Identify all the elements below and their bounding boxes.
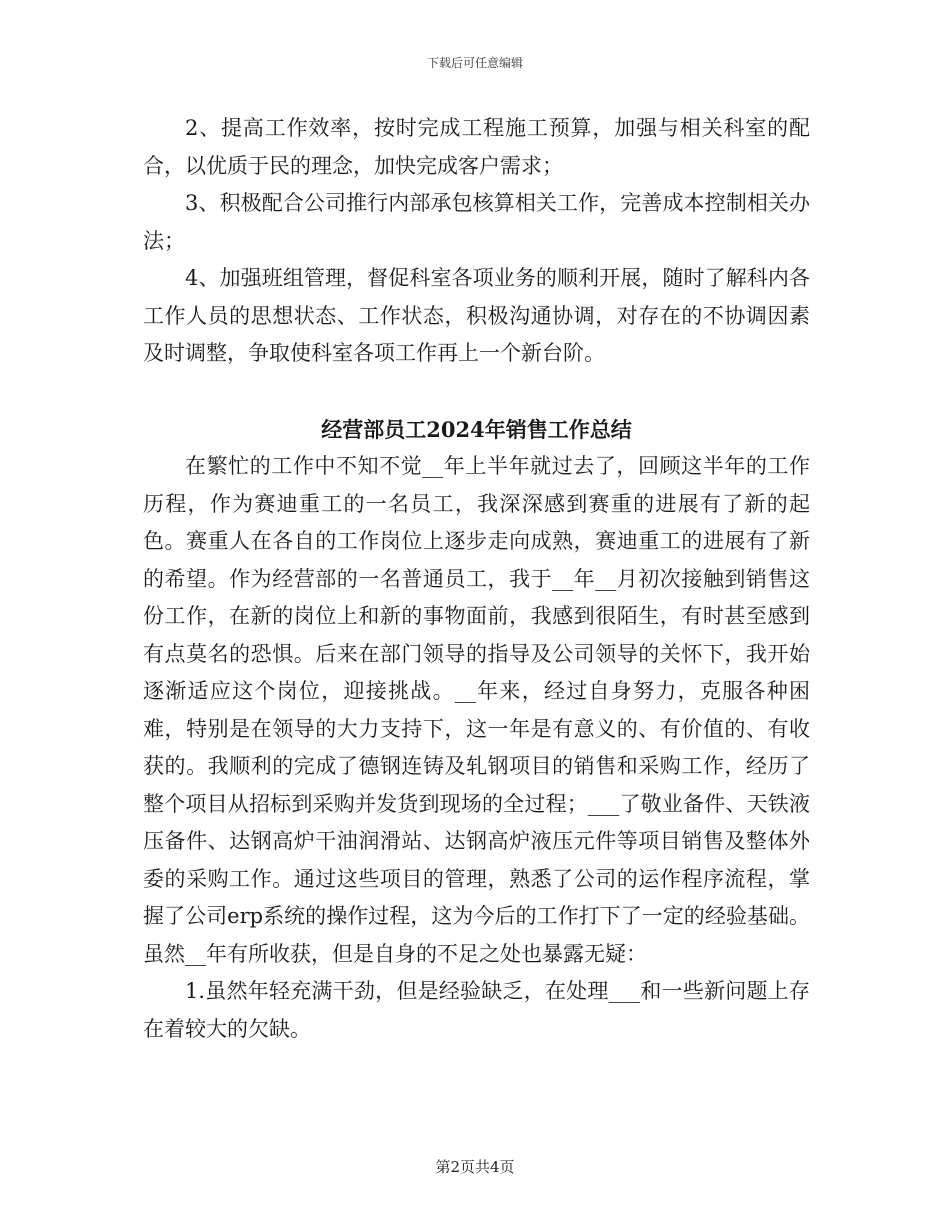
- document-body: [143, 110, 810, 1048]
- list-item: 2、提高工作效率，按时完成工程施工预算，加强与相关科室的配合，以优质于民的理念，加快完成客户需求；: [143, 116, 810, 178]
- paragraph: 在繁忙的工作中不知不觉__年上半年就过去了，回顾这半年的工作历程，作为赛迪重工的一名员工，我深深感到赛重的进展有了新的起色。赛重人在各自的工作岗位上逐步走向成熟，赛迪重工的进展有了新的希望。作为经营部的一名普通员工，我于__年__月初次接触到销售这份工作，在新的岗位上和新的事物面前，我感到很陌生，有时甚至感到有点莫名的恐惧。后来在部门领导的指导及公司领导的关怀下，我开始逐渐适应这个岗位，迎接挑战。__年来，经过自身努力，克服各种困难，特别是在领导的大力支持下，这一年是有意义的、有价值的、有收获的。我顺利的完成了德钢连铸及轧钢项目的销售和采购工作，经历了整个项目从招标到采购并发货到现场的全过程；___了敬业备件、天铁液压备件、达钢高炉干油润滑站、达钢高炉液压元件等项目销售及整体外委的采购工作。通过这些项目的管理，熟悉了公司的运作程序流程，掌握了公司erp系统的操作过程，这为今后的工作打下了一定的经验基础。虽然__年有所收获，但是自身的不足之处也暴露无疑：: [143, 454, 810, 966]
- section-title: 经营部员工2024年销售工作总结: [321, 416, 632, 442]
- page-header: 下载后可任意编辑: [426, 56, 523, 70]
- list-item: 3、积极配合公司推行内部承包核算相关工作，完善成本控制相关办法；: [143, 191, 810, 253]
- paragraph: 1.虽然年轻充满干劲，但是经验缺乏，在处理___和一些新问题上存在着较大的欠缺。: [143, 979, 810, 1041]
- list-item: 4、加强班组管理，督促科室各项业务的顺利开展，随时了解科内各工作人员的思想状态、工作状态，积极沟通协调，对存在的不协调因素及时调整，争取使科室各项工作再上一个新台阶。: [143, 266, 810, 365]
- page-footer: 第2页共4页: [435, 1158, 515, 1176]
